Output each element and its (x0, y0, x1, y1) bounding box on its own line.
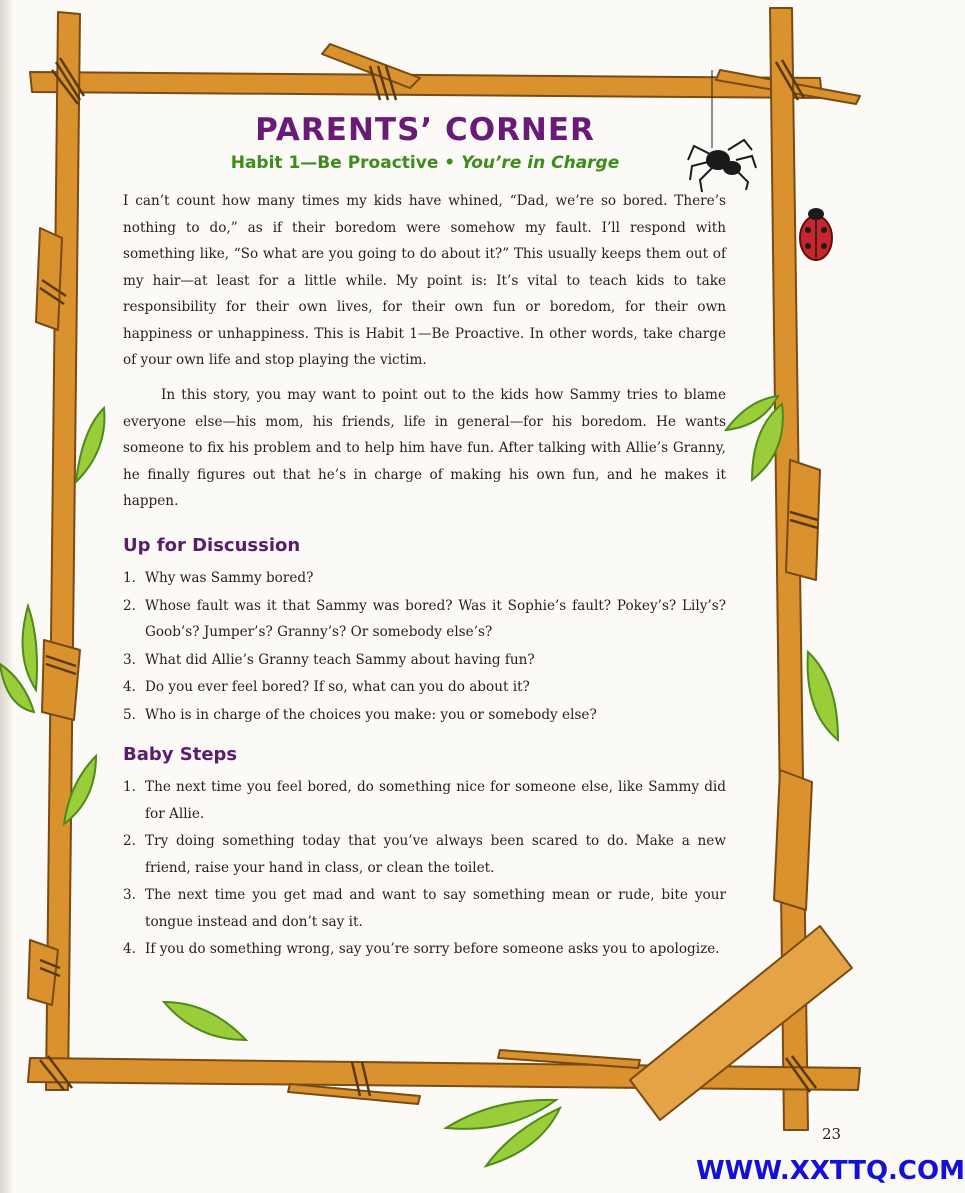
page-number: 23 (822, 1125, 842, 1143)
list-item-text: The next time you feel bored, do something nice for someone else, like Sammy did for Allie. (145, 779, 726, 822)
list-item (123, 774, 726, 827)
list-item-text: Try doing something today that you’ve always been scared to do. Make a new friend, raise your hand in class, or clean the toilet. (145, 833, 726, 876)
subtitle-habit: Habit 1—Be Proactive (230, 153, 439, 173)
list-item (123, 882, 726, 935)
list-item (123, 674, 726, 701)
watermark[interactable]: WWW.XXTTQ.COM (696, 1156, 965, 1186)
list-item-text: Who is in charge of the choices you make: you or somebody else? (145, 706, 597, 723)
list-item-number: 5. (123, 706, 136, 723)
discussion-heading: Up for Discussion (123, 535, 301, 556)
list-item-number: 4. (123, 679, 136, 695)
list-item-number: 2. (123, 597, 136, 614)
page-subtitle (120, 153, 730, 173)
list-item (123, 702, 726, 729)
page-title: PARENTS’ CORNER (255, 112, 595, 148)
baby-steps-heading: Baby Steps (123, 744, 238, 765)
list-item (123, 828, 726, 881)
list-item-text: The next time you get mad and want to say something mean or rude, bite your tongue instead and don’t say it. (145, 887, 726, 930)
list-item (123, 593, 726, 646)
list-item-number: 1. (123, 570, 136, 586)
list-item-text: Do you ever feel bored? If so, what can you do about it? (145, 679, 530, 695)
list-item (123, 936, 726, 963)
ladybug-icon (800, 208, 832, 260)
subtitle-tagline: You’re in Charge (461, 153, 620, 173)
list-item-text: Why was Sammy bored? (145, 570, 314, 586)
list-item-number: 2. (123, 833, 136, 849)
baby-steps-list (123, 774, 726, 964)
intro-paragraph-1: I can’t count how many times my kids have whined, “Dad, we’re so bored. There’s nothing to do,” as if their boredom were somehow my fault. I’ll respond with something like, “So what are you going to do about it?” This usually keeps them out of my hair—at least for a little while. My point is: It’s vital to teach kids to take responsibility for their own lives, for their own fun or boredom, for their own happiness or unhappiness. This is Habit 1—Be Proactive. In other words, take charge of your own life and stop playing the victim. (123, 193, 726, 368)
list-item (123, 565, 726, 592)
list-item-number: 3. (123, 887, 136, 903)
list-item-text: If you do something wrong, say you’re sorry before someone asks you to apologize. (145, 941, 720, 957)
list-item-text: Whose fault was it that Sammy was bored? Was it Sophie’s fault? Pokey’s? Lily’s? Goob’s? Jumper’s? Granny’s? Or somebody else’s? (145, 597, 726, 640)
list-item-text: What did Allie’s Granny teach Sammy about having fun? (145, 651, 535, 668)
discussion-list (123, 565, 726, 729)
list-item (123, 647, 726, 674)
list-item-number: 4. (123, 941, 136, 957)
list-item-number: 1. (123, 779, 136, 795)
intro-paragraph-2: In this story, you may want to point out to the kids how Sammy tries to blame everyone else—his mom, his friends, life in general—for his boredom. He wants someone to fix his problem and to help him have fun. After talking with Allie’s Granny, he finally figures out that he’s in charge of making his own fun, and he makes it happen. (123, 387, 726, 509)
list-item-number: 3. (123, 651, 136, 668)
subtitle-separator: • (444, 153, 456, 173)
